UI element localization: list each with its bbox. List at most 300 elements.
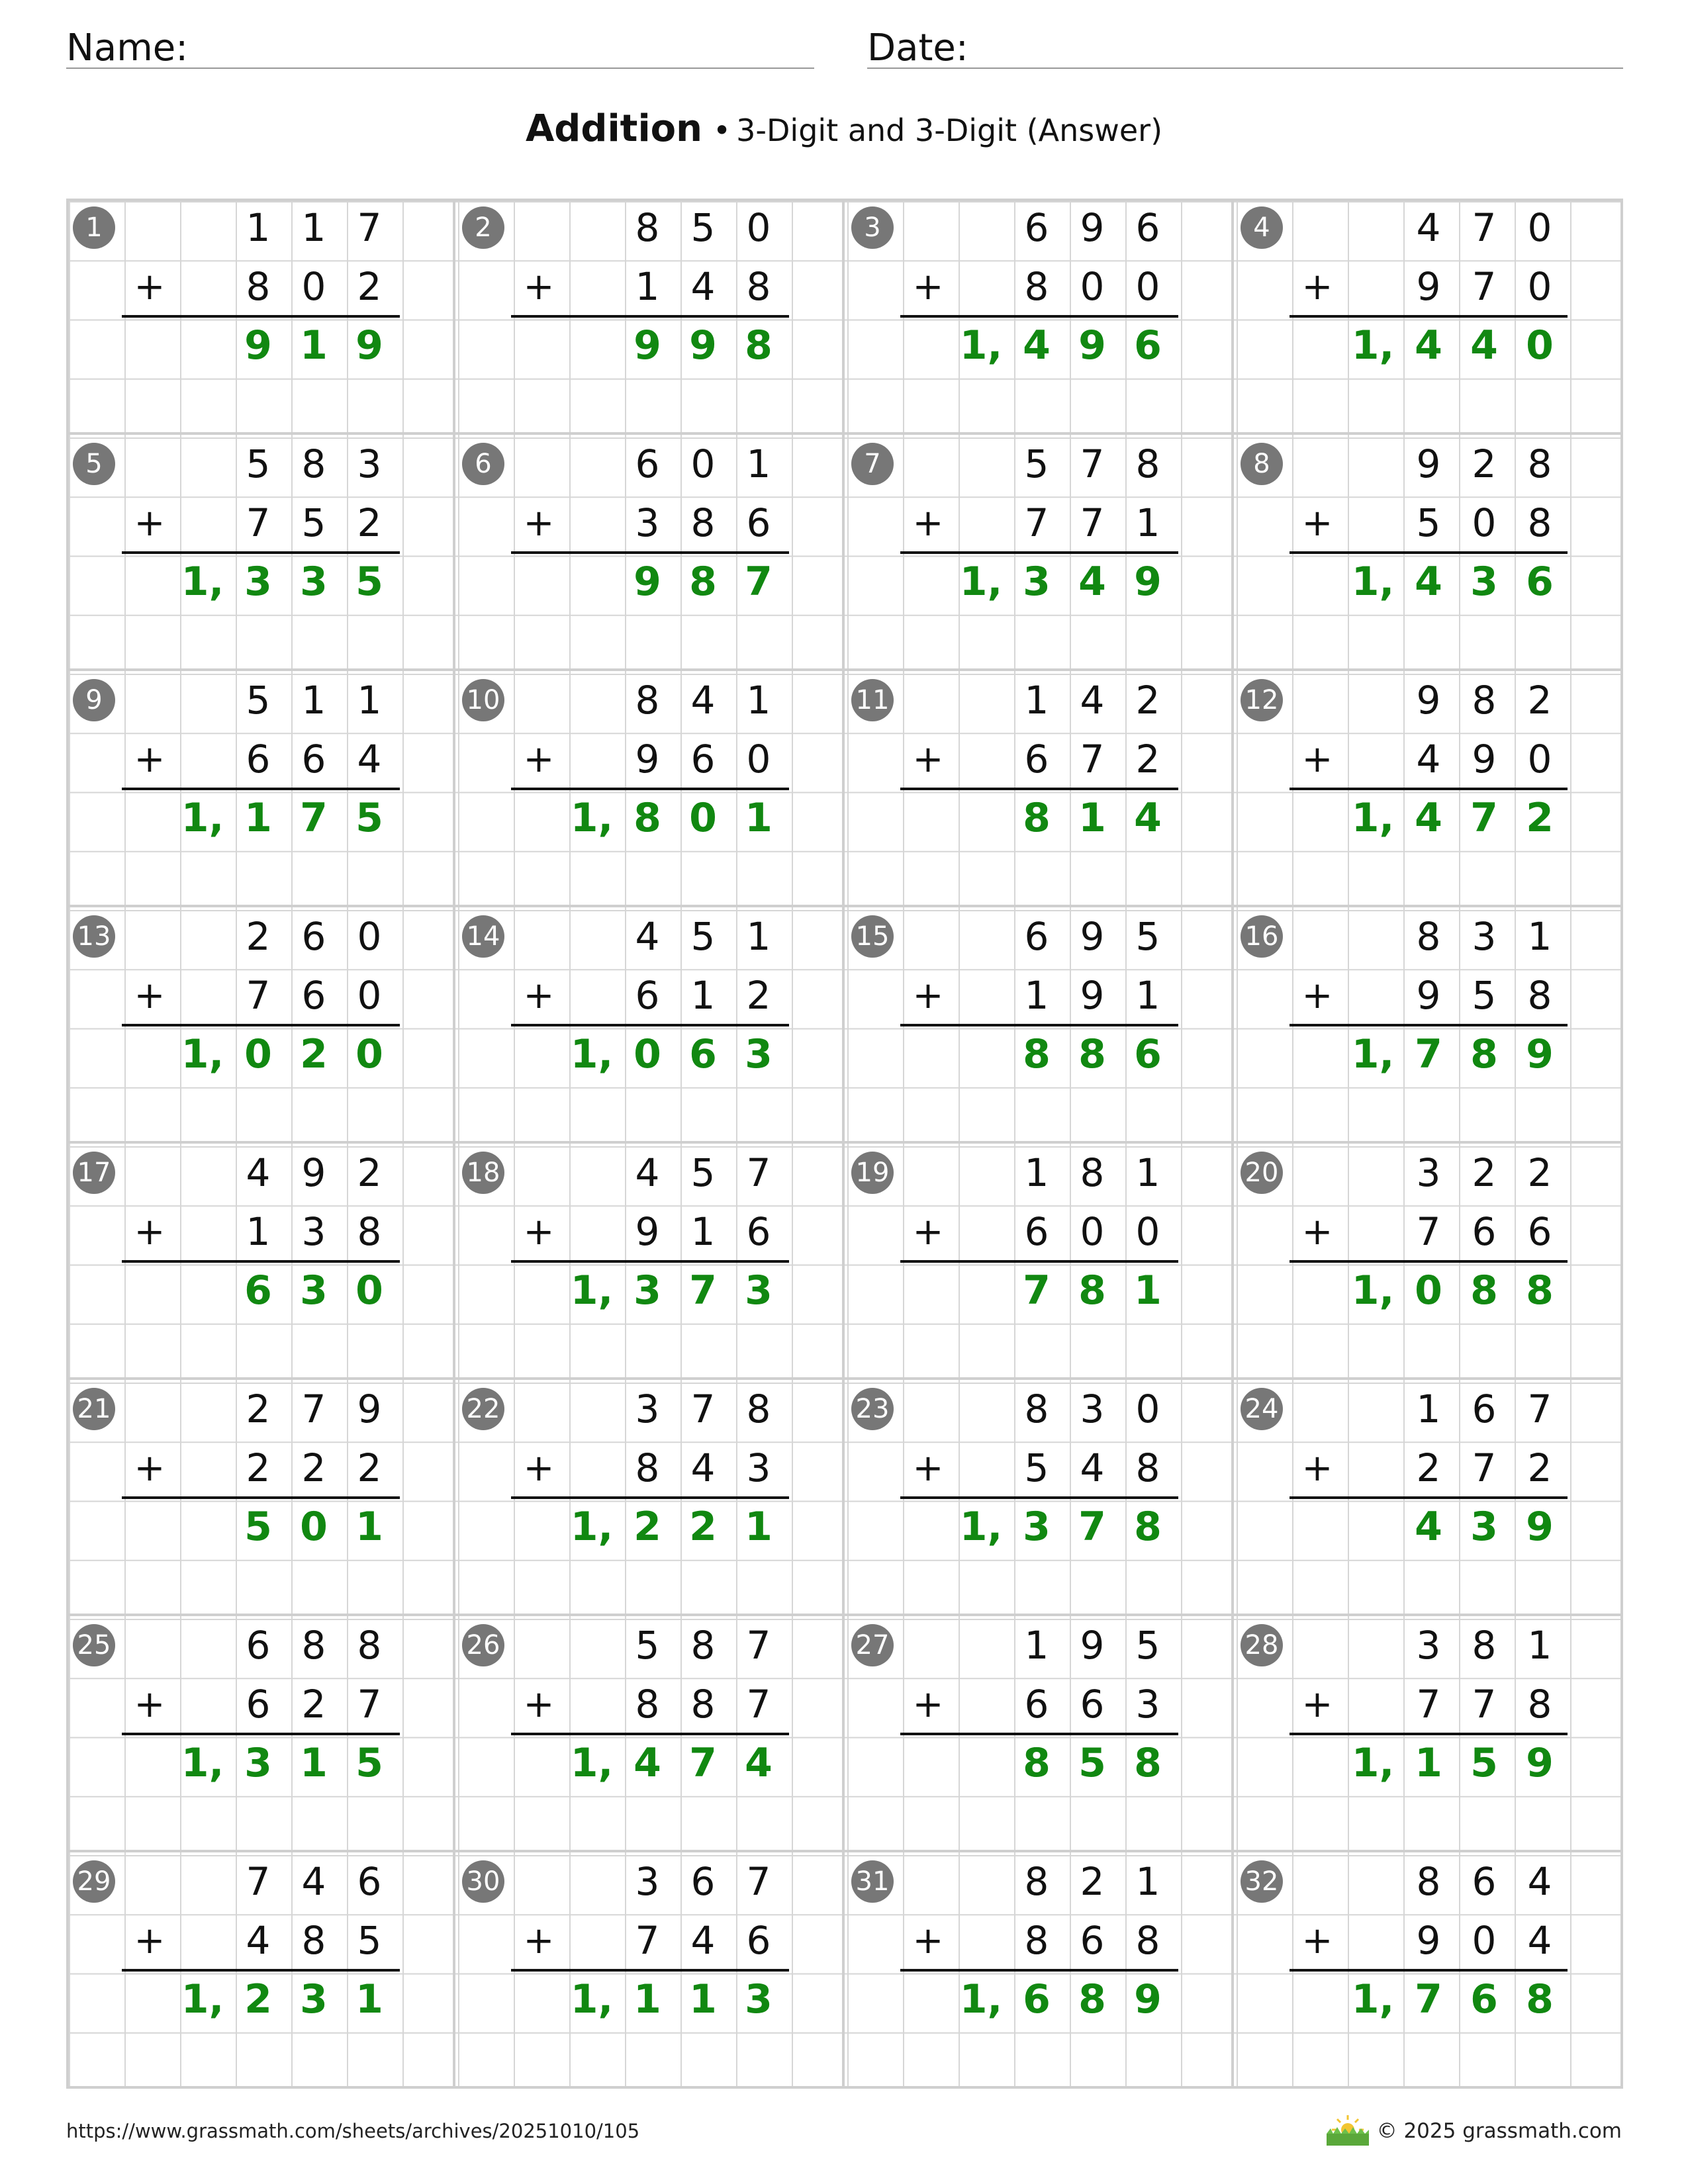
digit: 9 — [1080, 205, 1105, 250]
plus-sign: + — [523, 974, 555, 1017]
digit: 1 — [1135, 1150, 1160, 1195]
problem-number-badge: 5 — [73, 443, 115, 485]
digit: 3 — [1080, 1387, 1105, 1432]
digit: 1 — [301, 205, 326, 250]
problem-17 — [66, 1144, 455, 1380]
digit: 2 — [689, 1504, 717, 1550]
addend-bottom — [620, 1911, 786, 1970]
addend-bottom — [1009, 966, 1176, 1025]
digit: 8 — [745, 322, 773, 369]
digit: 6 — [1024, 914, 1049, 959]
digit: 8 — [357, 1209, 382, 1254]
digit: 4 — [745, 1740, 773, 1786]
answer — [508, 553, 786, 612]
digit: 0 — [746, 737, 771, 782]
digit: 6 — [690, 1859, 716, 1904]
digit: 1, — [570, 1267, 614, 1314]
digit: 8 — [635, 1445, 660, 1490]
digit: 9 — [301, 1150, 326, 1195]
problem-9 — [66, 671, 455, 907]
addend-top — [1009, 1144, 1176, 1203]
digit: 7 — [1472, 205, 1497, 250]
digit: 1, — [1351, 1976, 1395, 2023]
digit: 6 — [1024, 737, 1049, 782]
digit: 5 — [1135, 914, 1160, 959]
addend-bottom — [1401, 257, 1568, 316]
addend-top — [620, 1616, 786, 1675]
answer — [898, 1261, 1176, 1320]
addend-top — [1401, 1144, 1568, 1203]
problem-number-badge: 14 — [462, 915, 504, 958]
plus-sign: + — [134, 1210, 165, 1253]
addend-bottom — [620, 1439, 786, 1498]
digit: 2 — [1135, 737, 1160, 782]
plus-sign: + — [523, 1683, 555, 1726]
digit: 0 — [357, 973, 382, 1018]
grass-sun-logo-icon — [1324, 2113, 1372, 2147]
digit: 1, — [181, 1976, 224, 2023]
addend-bottom — [230, 1439, 397, 1498]
title-main: Addition — [525, 107, 702, 150]
digit: 3 — [1023, 1504, 1051, 1550]
plus-sign: + — [912, 974, 944, 1017]
answer — [1289, 1498, 1568, 1557]
digit: 5 — [355, 1740, 383, 1786]
digit: 8 — [1024, 264, 1049, 309]
digit: 7 — [246, 500, 271, 545]
problem-number-badge: 20 — [1241, 1152, 1283, 1194]
addend-top — [230, 1144, 397, 1203]
digit: 6 — [246, 1623, 271, 1668]
digit: 5 — [690, 1150, 716, 1195]
problem-number-badge: 15 — [851, 915, 894, 958]
digit: 4 — [635, 914, 660, 959]
problem-28 — [1234, 1616, 1623, 1852]
digit: 6 — [301, 914, 326, 959]
problem-number-badge: 30 — [462, 1860, 504, 1903]
digit: 8 — [690, 1682, 716, 1727]
digit: 8 — [1078, 1267, 1106, 1314]
plus-sign: + — [134, 1919, 165, 1962]
addend-bottom — [1009, 1203, 1176, 1261]
digit: 7 — [1078, 1504, 1106, 1550]
digit: 4 — [1527, 1918, 1552, 1963]
digit: 3 — [300, 1976, 328, 2023]
digit: 2 — [246, 914, 271, 959]
digit: 5 — [1024, 1445, 1049, 1490]
digit: 8 — [635, 205, 660, 250]
digit: 6 — [690, 737, 716, 782]
digit: 1 — [746, 678, 771, 723]
answer — [508, 1734, 786, 1793]
digit: 8 — [1527, 500, 1552, 545]
problem-number-badge: 2 — [462, 206, 504, 249]
digit: 3 — [1023, 559, 1051, 605]
addend-top — [1009, 435, 1176, 494]
digit: 6 — [1024, 1682, 1049, 1727]
digit: 8 — [746, 264, 771, 309]
problem-number-badge: 9 — [73, 679, 115, 721]
addend-bottom — [230, 494, 397, 553]
digit: 5 — [355, 559, 383, 605]
answer — [898, 553, 1176, 612]
date-line[interactable] — [867, 68, 1623, 69]
addend-top — [1009, 907, 1176, 966]
addend-top — [620, 199, 786, 257]
problem-11 — [845, 671, 1234, 907]
answer — [508, 789, 786, 848]
problem-15 — [845, 907, 1234, 1144]
digit: 1 — [1135, 500, 1160, 545]
digit: 8 — [1470, 1267, 1498, 1314]
digit: 2 — [633, 1504, 661, 1550]
digit: 1 — [689, 1976, 717, 2023]
digit: 6 — [1080, 1682, 1105, 1727]
plus-sign: + — [523, 1447, 555, 1490]
plus-sign: + — [912, 1447, 944, 1490]
digit: 7 — [689, 1267, 717, 1314]
digit: 2 — [357, 264, 382, 309]
digit: 0 — [300, 1504, 328, 1550]
digit: 8 — [246, 264, 271, 309]
digit: 1 — [1134, 1267, 1162, 1314]
answer — [508, 316, 786, 375]
title-subtitle: 3-Digit and 3-Digit (Answer) — [736, 113, 1163, 148]
digit: 4 — [301, 1859, 326, 1904]
digit: 8 — [1024, 1859, 1049, 1904]
digit: 1 — [1135, 973, 1160, 1018]
plus-sign: + — [912, 1683, 944, 1726]
digit: 6 — [246, 737, 271, 782]
digit: 8 — [1023, 1740, 1051, 1786]
digit: 6 — [1135, 205, 1160, 250]
digit: 1, — [570, 1740, 614, 1786]
digit: 0 — [1527, 205, 1552, 250]
digit: 8 — [1080, 1150, 1105, 1195]
digit: 1 — [301, 678, 326, 723]
digit: 6 — [357, 1859, 382, 1904]
digit: 5 — [355, 795, 383, 841]
digit: 4 — [1416, 205, 1441, 250]
plus-sign: + — [1301, 1683, 1333, 1726]
problem-26 — [455, 1616, 845, 1852]
digit: 4 — [690, 678, 716, 723]
digit: 3 — [633, 1267, 661, 1314]
plus-sign: + — [1301, 1919, 1333, 1962]
plus-sign: + — [912, 502, 944, 545]
digit: 7 — [1023, 1267, 1051, 1314]
problem-24 — [1234, 1380, 1623, 1616]
digit: 1 — [1024, 678, 1049, 723]
digit: 2 — [301, 1445, 326, 1490]
digit: 8 — [301, 1623, 326, 1668]
digit: 4 — [635, 1150, 660, 1195]
digit: 3 — [301, 1209, 326, 1254]
addend-top — [620, 671, 786, 730]
digit: 6 — [1526, 559, 1554, 605]
digit: 3 — [1470, 559, 1498, 605]
digit: 1 — [746, 914, 771, 959]
digit: 6 — [635, 441, 660, 486]
digit: 7 — [1415, 1031, 1442, 1077]
problem-20 — [1234, 1144, 1623, 1380]
digit: 9 — [1134, 1976, 1162, 2023]
problem-number-badge: 23 — [851, 1388, 894, 1430]
digit: 2 — [357, 1150, 382, 1195]
addend-top — [1401, 1616, 1568, 1675]
plus-sign: + — [134, 738, 165, 781]
digit: 7 — [746, 1150, 771, 1195]
footer-copyright: © 2025 grassmath.com — [1376, 2119, 1622, 2143]
digit: 5 — [1078, 1740, 1106, 1786]
digit: 0 — [301, 264, 326, 309]
problem-1 — [66, 199, 455, 435]
digit: 7 — [246, 973, 271, 1018]
digit: 9 — [1080, 1623, 1105, 1668]
problem-30 — [455, 1852, 845, 2089]
digit: 8 — [1527, 973, 1552, 1018]
digit: 6 — [746, 1209, 771, 1254]
problem-14 — [455, 907, 845, 1144]
digit: 7 — [246, 1859, 271, 1904]
answer — [898, 1498, 1176, 1557]
digit: 5 — [246, 678, 271, 723]
digit: 3 — [1472, 914, 1497, 959]
digit: 9 — [355, 322, 383, 369]
digit: 6 — [1024, 1209, 1049, 1254]
digit: 8 — [633, 795, 661, 841]
digit: 3 — [746, 1445, 771, 1490]
digit: 8 — [689, 559, 717, 605]
digit: 2 — [1472, 1150, 1497, 1195]
digit: 8 — [301, 1918, 326, 1963]
digit: 3 — [1470, 1504, 1498, 1550]
problem-8 — [1234, 435, 1623, 671]
digit: 6 — [244, 1267, 272, 1314]
problem-number-badge: 6 — [462, 443, 504, 485]
answer — [1289, 1734, 1568, 1793]
answer — [508, 1261, 786, 1320]
digit: 8 — [1416, 1859, 1441, 1904]
digit: 7 — [1024, 500, 1049, 545]
digit: 1, — [1351, 1031, 1395, 1077]
problem-2 — [455, 199, 845, 435]
addend-top — [1401, 435, 1568, 494]
digit: 8 — [635, 678, 660, 723]
addend-bottom — [230, 966, 397, 1025]
digit: 1 — [745, 1504, 773, 1550]
problem-6 — [455, 435, 845, 671]
digit: 6 — [1470, 1976, 1498, 2023]
title-separator: • — [712, 113, 731, 148]
digit: 0 — [1472, 1918, 1497, 1963]
digit: 9 — [1472, 737, 1497, 782]
digit: 2 — [1472, 441, 1497, 486]
answer — [1289, 1970, 1568, 2029]
digit: 3 — [635, 1387, 660, 1432]
problem-3 — [845, 199, 1234, 435]
addend-top — [620, 435, 786, 494]
digit: 1 — [355, 1504, 383, 1550]
problem-10 — [455, 671, 845, 907]
digit: 0 — [689, 795, 717, 841]
name-line[interactable] — [66, 68, 814, 69]
problem-12 — [1234, 671, 1623, 907]
digit: 8 — [746, 1387, 771, 1432]
answer — [508, 1025, 786, 1084]
digit: 9 — [1134, 559, 1162, 605]
digit: 7 — [1415, 1976, 1442, 2023]
answer — [898, 1025, 1176, 1084]
problem-grid — [66, 199, 1623, 2089]
digit: 1, — [1351, 1267, 1395, 1314]
digit: 4 — [1078, 559, 1106, 605]
digit: 3 — [635, 1859, 660, 1904]
problem-number-badge: 32 — [1241, 1860, 1283, 1903]
addend-bottom — [1009, 494, 1176, 553]
digit: 3 — [244, 559, 272, 605]
digit: 2 — [301, 1682, 326, 1727]
addend-bottom — [1401, 1439, 1568, 1498]
plus-sign: + — [134, 974, 165, 1017]
problem-number-badge: 29 — [73, 1860, 115, 1903]
digit: 9 — [1526, 1031, 1554, 1077]
digit: 9 — [633, 559, 661, 605]
plus-sign: + — [523, 1210, 555, 1253]
addend-bottom — [1401, 966, 1568, 1025]
digit: 7 — [1470, 795, 1498, 841]
problem-5 — [66, 435, 455, 671]
digit: 7 — [357, 1682, 382, 1727]
addend-bottom — [620, 966, 786, 1025]
digit: 9 — [1416, 1918, 1441, 1963]
answer — [1289, 553, 1568, 612]
digit: 1 — [690, 1209, 716, 1254]
digit: 9 — [1416, 264, 1441, 309]
digit: 3 — [1416, 1150, 1441, 1195]
digit: 1, — [181, 1031, 224, 1077]
digit: 1 — [300, 322, 328, 369]
problem-number-badge: 21 — [73, 1388, 115, 1430]
digit: 1 — [746, 441, 771, 486]
problem-number-badge: 12 — [1241, 679, 1283, 721]
digit: 8 — [690, 500, 716, 545]
digit: 3 — [1135, 1682, 1160, 1727]
digit: 2 — [246, 1387, 271, 1432]
digit: 6 — [1024, 205, 1049, 250]
digit: 1 — [1527, 914, 1552, 959]
addend-bottom — [230, 1203, 397, 1261]
digit: 8 — [1134, 1504, 1162, 1550]
digit: 9 — [635, 1209, 660, 1254]
digit: 7 — [1416, 1209, 1441, 1254]
digit: 8 — [1135, 441, 1160, 486]
digit: 7 — [635, 1918, 660, 1963]
digit: 3 — [635, 500, 660, 545]
problem-31 — [845, 1852, 1234, 2089]
problem-25 — [66, 1616, 455, 1852]
digit: 1, — [959, 559, 1003, 605]
digit: 5 — [1472, 973, 1497, 1018]
addend-top — [230, 435, 397, 494]
digit: 1 — [1024, 973, 1049, 1018]
digit: 6 — [1472, 1387, 1497, 1432]
digit: 8 — [1023, 1031, 1051, 1077]
digit: 8 — [1526, 1267, 1554, 1314]
addend-bottom — [1009, 1911, 1176, 1970]
digit: 1, — [1351, 795, 1395, 841]
addend-top — [1009, 1852, 1176, 1911]
answer — [1289, 316, 1568, 375]
digit: 7 — [1472, 1682, 1497, 1727]
addend-top — [1401, 1380, 1568, 1439]
digit: 5 — [246, 441, 271, 486]
digit: 0 — [1415, 1267, 1442, 1314]
addend-bottom — [1401, 1911, 1568, 1970]
footer-url[interactable]: https://www.grassmath.com/sheets/archives/20251010/105 — [66, 2120, 640, 2142]
digit: 2 — [300, 1031, 328, 1077]
digit: 9 — [1416, 678, 1441, 723]
problem-number-badge: 28 — [1241, 1624, 1283, 1666]
problem-number-badge: 22 — [462, 1388, 504, 1430]
digit: 4 — [1470, 322, 1498, 369]
problem-number-badge: 16 — [1241, 915, 1283, 958]
digit: 8 — [1135, 1445, 1160, 1490]
digit: 7 — [301, 1387, 326, 1432]
digit: 9 — [1526, 1740, 1554, 1786]
digit: 2 — [1080, 1859, 1105, 1904]
digit: 1 — [1416, 1387, 1441, 1432]
plus-sign: + — [523, 738, 555, 781]
problem-29 — [66, 1852, 455, 2089]
digit: 5 — [1135, 1623, 1160, 1668]
digit: 8 — [1024, 1387, 1049, 1432]
addend-bottom — [1401, 730, 1568, 789]
digit: 1, — [181, 795, 224, 841]
digit: 1 — [1078, 795, 1106, 841]
addend-bottom — [1009, 1675, 1176, 1734]
answer — [898, 1734, 1176, 1793]
addend-bottom — [230, 1911, 397, 1970]
digit: 7 — [1416, 1682, 1441, 1727]
addend-top — [1401, 907, 1568, 966]
digit: 1 — [1024, 1623, 1049, 1668]
digit: 6 — [1472, 1209, 1497, 1254]
digit: 5 — [1470, 1740, 1498, 1786]
digit: 5 — [301, 500, 326, 545]
digit: 1 — [246, 1209, 271, 1254]
answer — [119, 1025, 397, 1084]
answer — [508, 1498, 786, 1557]
digit: 7 — [1080, 737, 1105, 782]
addend-top — [1009, 1380, 1176, 1439]
addend-bottom — [1401, 1203, 1568, 1261]
digit: 0 — [690, 441, 716, 486]
digit: 4 — [1415, 322, 1442, 369]
digit: 4 — [1527, 1859, 1552, 1904]
digit: 1 — [300, 1740, 328, 1786]
problem-number-badge: 10 — [462, 679, 504, 721]
problem-number-badge: 8 — [1241, 443, 1283, 485]
addend-top — [1009, 1616, 1176, 1675]
addend-bottom — [1009, 730, 1176, 789]
digit: 6 — [746, 1918, 771, 1963]
digit: 7 — [1080, 500, 1105, 545]
digit: 4 — [690, 1918, 716, 1963]
answer — [119, 1498, 397, 1557]
digit: 4 — [357, 737, 382, 782]
addend-top — [230, 907, 397, 966]
